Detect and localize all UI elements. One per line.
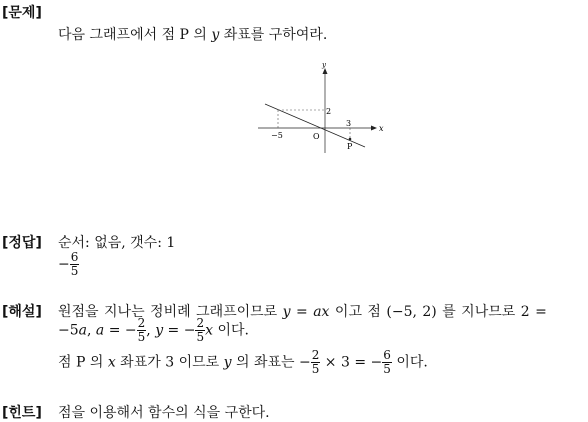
sol-l3-b: 좌표가 3 이므로 — [115, 354, 224, 371]
sol-l2-g-var: x — [205, 322, 214, 339]
origin-label: O — [313, 132, 320, 141]
sol-l2-f1-den: 5 — [137, 330, 146, 344]
question-var-y: y — [211, 27, 220, 43]
sol-l3-f2-num: 6 — [383, 348, 391, 362]
problem-tag: [문제] — [2, 5, 42, 21]
sol-l3-var1: x — [107, 354, 116, 371]
sol-l3-f1-den: 5 — [311, 362, 320, 376]
sol-l2-f1-num: 2 — [137, 316, 146, 330]
sol-l1-b: 이고 점 (−5, 2) 를 지나므로 2 = — [329, 304, 547, 320]
answer-den: 5 — [70, 264, 79, 278]
hint-tag: [힌트] — [2, 405, 42, 421]
x-axis-label: x — [379, 124, 384, 133]
sol-l3-frac2 — [382, 349, 392, 376]
x-axis-arrow — [371, 126, 377, 131]
question-text-post: 좌표를 구하여라. — [219, 27, 328, 43]
sol-l3-frac1 — [311, 349, 321, 376]
sol-l2-a-var: a — [78, 322, 87, 339]
solution-line2 — [58, 317, 249, 344]
answer-tag: [정답] — [2, 235, 42, 251]
answer-line1: 순서: 없음, 갯수: 1 — [58, 235, 176, 251]
sol-l2-f2-num: 2 — [196, 316, 205, 330]
answer-value — [58, 251, 79, 278]
problem-question — [58, 24, 327, 44]
point-p — [349, 138, 352, 141]
answer-num: 6 — [70, 250, 79, 264]
label-2: 2 — [326, 107, 332, 116]
sol-l3-c: 의 좌표는 − — [231, 354, 311, 371]
sol-l3-f1-num: 2 — [311, 348, 320, 362]
answer-sign: − — [58, 256, 70, 273]
sol-l2-f2-den: 5 — [196, 330, 205, 344]
sol-l1-eq: y = ax — [282, 304, 330, 320]
hint-text: 점을 이용해서 함수의 식을 구한다. — [58, 405, 270, 421]
sol-l2-c-var: a — [95, 322, 105, 339]
linear-graph — [250, 58, 390, 158]
solution-tag: [해설] — [2, 304, 42, 320]
sol-l2-e: = − — [163, 322, 196, 339]
tick-neg5: −5 — [271, 131, 283, 140]
sol-l2-frac2 — [195, 317, 205, 344]
sol-l2-h: 이다. — [213, 322, 249, 339]
sol-l2-d: , — [146, 322, 156, 339]
sol-l2-frac1 — [137, 317, 147, 344]
solution-line3 — [58, 349, 428, 376]
point-p-label: P — [347, 142, 353, 151]
answer-fraction — [70, 251, 80, 278]
sol-l1-a: 원점을 지나는 정비례 그래프이므로 — [58, 304, 283, 320]
y-axis-label: y — [322, 61, 326, 69]
sol-l2-a: −5 — [58, 322, 79, 339]
sol-l2-b: , — [87, 322, 96, 339]
sol-l3-d: × 3 = − — [320, 354, 383, 371]
sol-l3-e: 이다. — [391, 354, 428, 371]
sol-l3-f2-den: 5 — [383, 362, 391, 376]
sol-l3-var2: y — [223, 354, 232, 371]
sol-l2-c: = − — [104, 322, 137, 339]
tick-3: 3 — [346, 119, 352, 128]
question-text-pre: 다음 그래프에서 점 P 의 — [58, 27, 212, 43]
sol-l2-e-var: y — [155, 322, 164, 339]
sol-l3-a: 점 P 의 — [58, 354, 108, 371]
